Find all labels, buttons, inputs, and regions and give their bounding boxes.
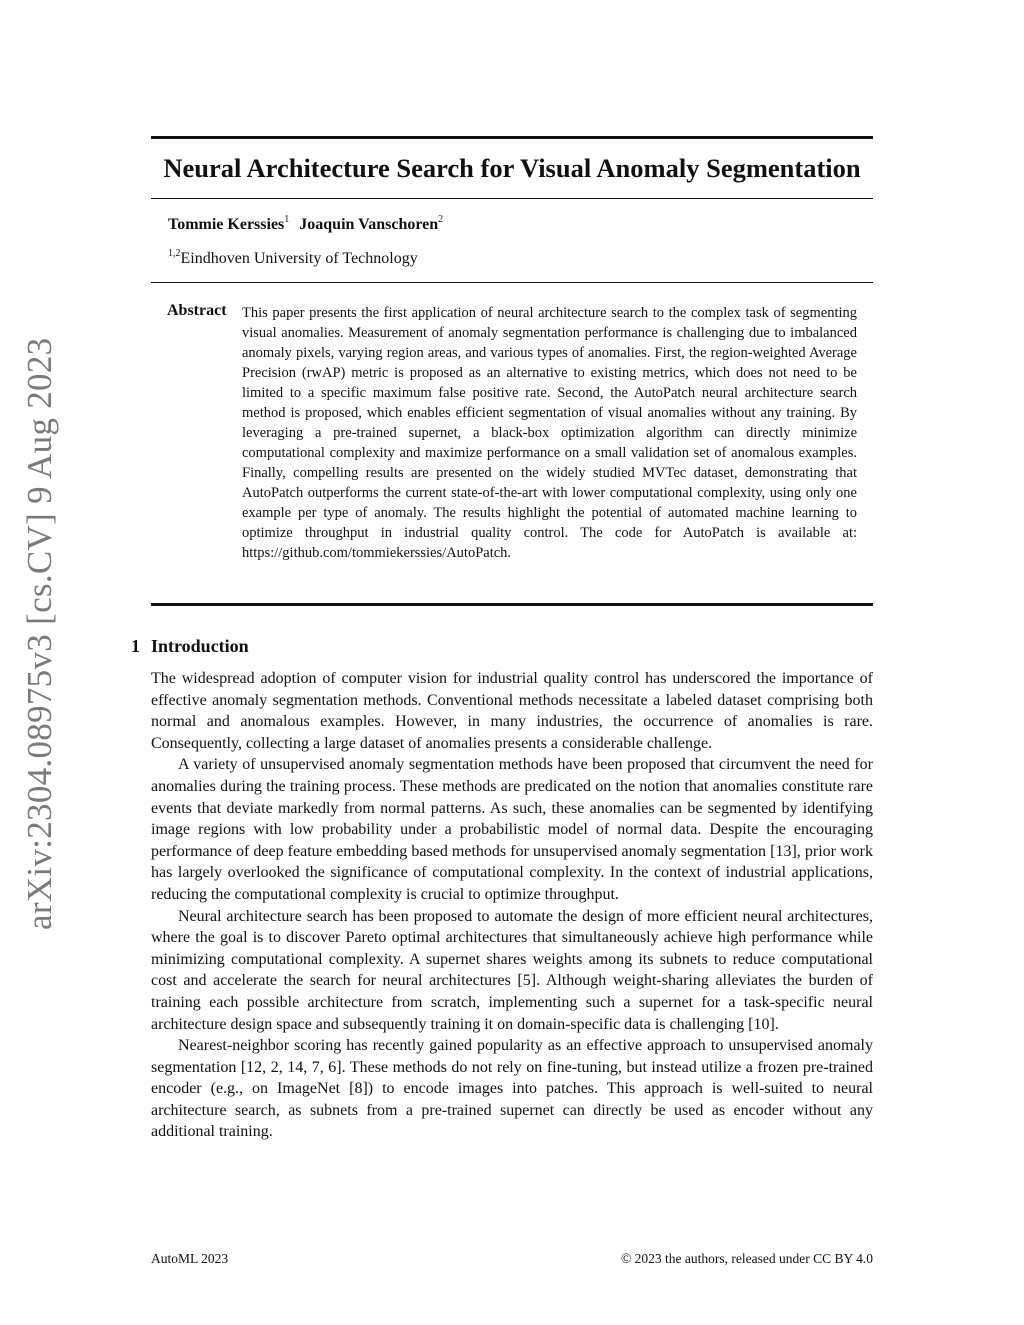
author-name: Tommie Kerssies <box>168 216 285 233</box>
author-list <box>168 208 443 237</box>
footer-venue: AutoML 2023 <box>151 1251 229 1266</box>
author-affiliation-mark: 2 <box>438 214 444 225</box>
footer-license: © 2023 the authors, released under CC BY 4.0 <box>621 1251 873 1266</box>
section-number: 1 <box>131 636 140 656</box>
body-paragraph: The widespread adoption of computer vision for industrial quality control has underscored the importance of effective anomaly segmentation methods. Conventional methods necessitate a labeled dataset comprising both normal and anomalous examples. However, in many industries, the occurrence of anomalies is rare. Consequently, collecting a large dataset of anomalies presents a considerable challenge. <box>151 670 873 752</box>
body-paragraph: Neural architecture search has been proposed to automate the design of more efficient neural architectures, where the goal is to discover Pareto optimal architectures that simultaneously achieve high performance while minimizing computational complexity. A supernet shares weights among its subnets to reduce computational cost and accelerate the search for neural architectures [5]. Although weight-sharing alleviates the burden of training each possible architecture from scratch, implementing such a supernet for a task-specific neural architecture design space and subsequently training it on domain-specific data is challenging [10]. <box>151 907 873 1033</box>
abstract-label: Abstract <box>167 302 227 319</box>
arxiv-sidebar-stamp: arXiv:2304.08975v3 [cs.CV] 9 Aug 2023 <box>20 337 59 930</box>
section-title: Introduction <box>151 636 249 656</box>
title-bottom-rule <box>151 198 873 199</box>
author-name: Joaquin Vanschoren <box>299 216 439 233</box>
affiliation <box>168 242 418 271</box>
body-paragraph: A variety of unsupervised anomaly segmentation methods have been proposed that circumvent the need for anomalies during the training process. These methods are predicated on the notion that anomalies constitute rare events that deviate markedly from normal patterns. As such, these anomalies can be segmented by identifying image regions with low probability under a probabilistic model of normal data. Despite the encouraging performance of deep feature embedding based methods for unsupervised anomaly segmentation [13], prior work has largely overlooked the significance of computational complexity. In the context of industrial applications, reducing the computational complexity is crucial to optimize throughput. <box>151 756 873 903</box>
abstract-top-rule <box>151 282 873 283</box>
section-body <box>151 668 873 1143</box>
title-top-rule <box>151 136 873 139</box>
paper-title: Neural Architecture Search for Visual Anomaly Segmentation <box>163 153 861 183</box>
affiliation-name: Eindhoven University of Technology <box>180 250 418 267</box>
abstract-text: This paper presents the first application of neural architecture search to the complex task of segmenting visual anomalies. Measurement of anomaly segmentation performance is challenging due to imbalanced anomaly pixels, varying region areas, and various types of anomalies. First, the region-weighted Average Precision (rwAP) metric is proposed as an alternative to existing metrics, which does not need to be limited to a specific maximum false positive rate. Second, the AutoPatch neural architecture search method is proposed, which enables efficient segmentation of visual anomalies without any training. By leveraging a pre-trained supernet, a black-box optimization algorithm can directly minimize computational complexity and maximize performance on a small validation set of anomalous examples. Finally, compelling results are presented on the widely studied MVTec dataset, demonstrating that AutoPatch outperforms the current state-of-the-art with lower computational complexity, using only one example per type of anomaly. The results highlight the potential of automated machine learning to optimize throughput in industrial quality control. The code for AutoPatch is available at: https://github.com/tommiekerssies/AutoPatch. <box>242 305 857 561</box>
body-paragraph: Nearest-neighbor scoring has recently gained popularity as an effective approach to unsupervised anomaly segmentation [12, 2, 14, 7, 6]. These methods do not rely on fine-tuning, but instead utilize a frozen pre-trained encoder (e.g., on ImageNet [8]) to encode images into patches. This approach is well-suited to neural architecture search, as subnets from a pre-trained supernet can directly be used as encoder without any additional training. <box>151 1037 873 1141</box>
affiliation-mark: 1,2 <box>168 248 181 259</box>
abstract-bottom-rule <box>151 603 873 606</box>
author-affiliation-mark: 1 <box>284 214 290 225</box>
